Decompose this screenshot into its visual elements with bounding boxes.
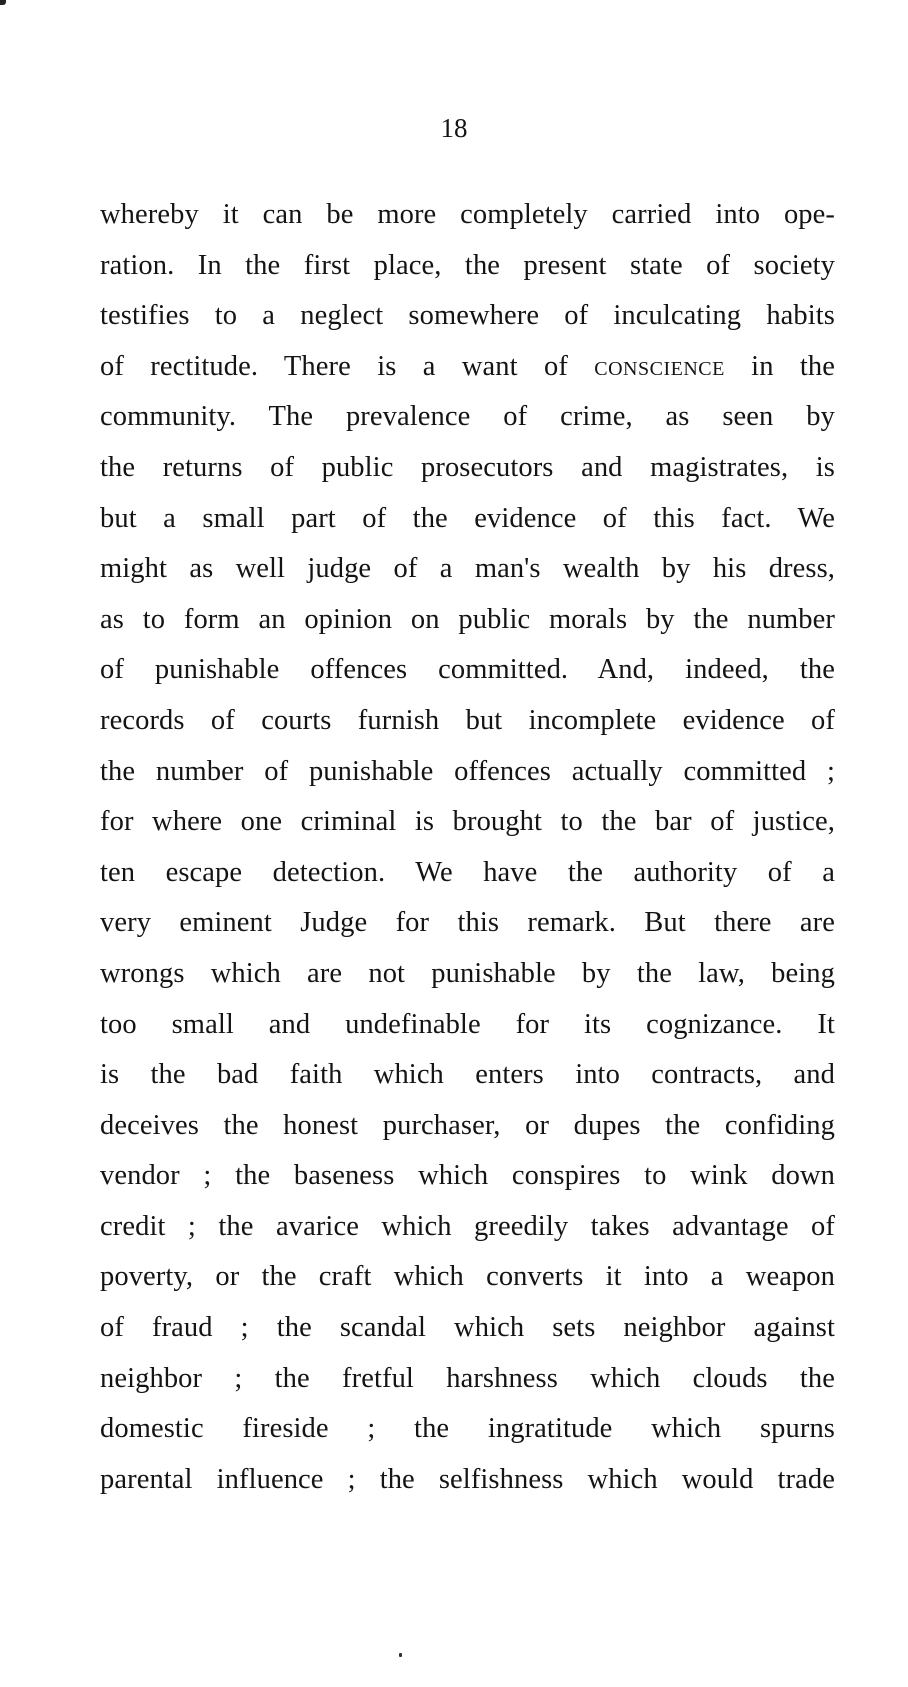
text-line: of rectitude. There is a want of conscience in the: [100, 350, 836, 382]
text-line: of fraud ; the scandal which sets neighbor against: [100, 1312, 835, 1344]
text-line: deceives the honest purchaser, or dupes the confiding: [100, 1109, 835, 1141]
text-line: ten escape detection. We have the authority of a: [100, 856, 835, 888]
text-line: the number of punishable offences actually committed ;: [100, 755, 835, 787]
page-number: 18: [440, 113, 468, 143]
body-text: [100, 190, 835, 1505]
text-line: the returns of public prosecutors and magistrates, is: [100, 451, 835, 483]
text-line: as to form an opinion on public morals by the number: [100, 603, 835, 635]
text-line: is the bad faith which enters into contracts, and: [100, 1059, 835, 1091]
text-line: for where one criminal is brought to the bar of justice,: [100, 806, 835, 838]
text-line: domestic fireside ; the ingratitude which spurns: [100, 1413, 835, 1445]
text-line: community. The prevalence of crime, as seen by: [100, 401, 835, 433]
text-line: vendor ; the baseness which conspires to wink down: [100, 1160, 835, 1192]
bottom-ink-speck: [399, 1653, 402, 1657]
text-line: might as well judge of a man's wealth by his dress,: [100, 553, 835, 585]
corner-ink-mark: [0, 0, 6, 5]
text-line: parental influence ; the selfishness which would trade: [100, 1463, 835, 1495]
text-line: poverty, or the craft which converts it into a weapon: [100, 1261, 835, 1293]
small-caps-word: conscience: [594, 350, 725, 382]
text-line: very eminent Judge for this remark. But there are: [100, 907, 835, 939]
text-line: credit ; the avarice which greedily takes advantage of: [100, 1210, 835, 1242]
text-line: records of courts furnish but incomplete evidence of: [100, 704, 835, 736]
text-line: too small and undefinable for its cognizance. It: [100, 1008, 835, 1040]
text-line: wrongs which are not punishable by the law, being: [100, 957, 835, 989]
text-line: neighbor ; the fretful harshness which clouds the: [100, 1362, 835, 1394]
text-line: testifies to a neglect somewhere of inculcating habits: [100, 300, 835, 332]
text-line: of punishable offences committed. And, indeed, the: [100, 654, 835, 686]
text-line: whereby it can be more completely carried into ope-: [100, 199, 835, 230]
text-line: but a small part of the evidence of this fact. We: [100, 502, 835, 534]
text-line: ration. In the first place, the present state of society: [100, 249, 835, 281]
